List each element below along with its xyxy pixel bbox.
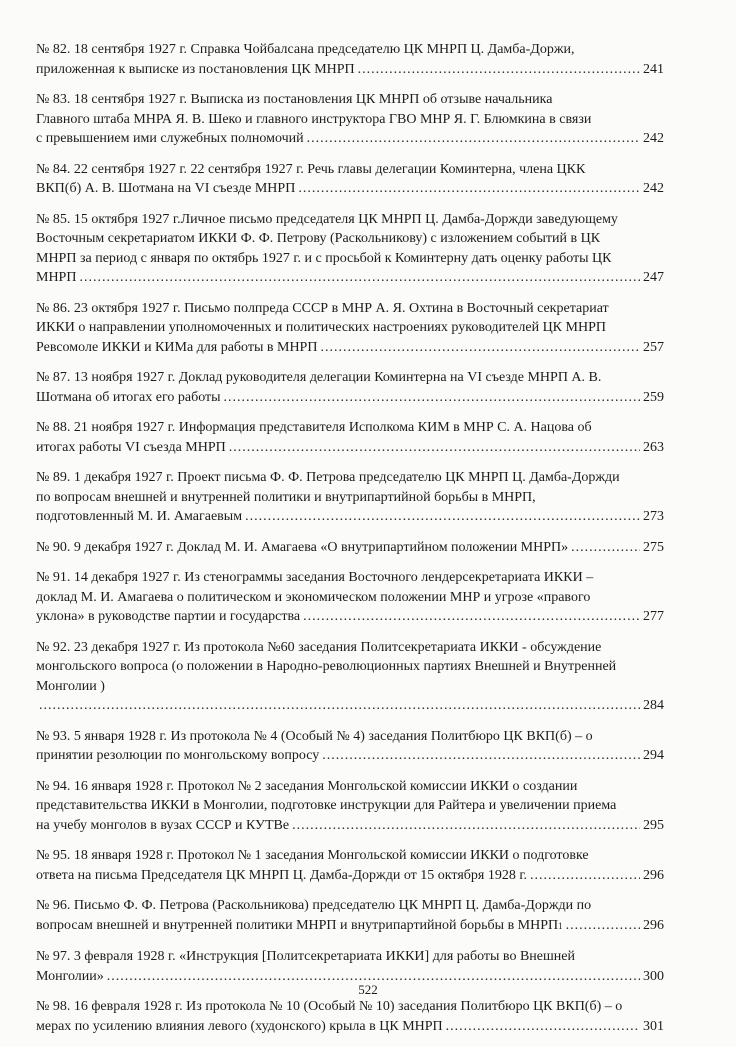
toc-entry-last-line <box>36 129 664 149</box>
toc-entry-title-end: принятии резолюции по монгольскому вопросу <box>36 748 320 763</box>
toc-entry-page: 300 <box>643 968 664 984</box>
toc-entry-line: Монголии ) <box>36 678 105 694</box>
toc-entry-title-end: с превышением ими служебных полномочий <box>36 131 304 146</box>
dot-leader <box>322 746 640 766</box>
toc-entry <box>36 40 664 79</box>
toc-entry-title-end: Монголии» <box>36 968 104 984</box>
toc-entry-line: № 89. 1 декабря 1927 г. Проект письма Ф. Ф. Петрова председателю ЦК МНРП Ц. Дамба-Доржди <box>36 470 620 485</box>
toc-entry-title-end: приложенная к выписке из постановления ЦК МНРП <box>36 61 355 77</box>
dot-leader <box>298 179 640 199</box>
toc-entry-page: 263 <box>643 439 664 455</box>
toc-entry <box>36 210 664 288</box>
toc-entry-page: 296 <box>643 867 664 883</box>
toc-entry-line: № 85. 15 октября 1927 г.Личное письмо председателя ЦК МНРП Ц. Дамба-Доржди заведующему <box>36 211 618 227</box>
toc-entry-line: № 84. 22 сентября 1927 г. 22 сентября 1927 г. Речь главы делегации Коминтерна, члена ЦКК <box>36 161 586 177</box>
toc-entry-page: 277 <box>643 609 664 624</box>
dot-leader <box>229 438 640 458</box>
toc-entry-page: 259 <box>643 389 664 405</box>
toc-entry-page: 301 <box>643 1018 664 1034</box>
toc-entry <box>36 777 664 836</box>
toc-entry-line: № 87. 13 ноября 1927 г. Доклад руководителя делегации Коминтерна на VI съезде МНРП А. В. <box>36 370 602 385</box>
toc-entry-title-end: МНРП <box>36 270 77 285</box>
toc-entry-page: 275 <box>643 539 664 555</box>
toc-entry <box>36 638 664 716</box>
toc-entry-title-end: подготовленный М. И. Амагаевым <box>36 509 243 524</box>
toc-entry-line: № 93. 5 января 1928 г. Из протокола № 4 (Особый № 4) заседания Политбюро ЦК ВКП(б) – о <box>36 728 593 744</box>
dot-leader <box>303 607 640 627</box>
toc-entry-page: 296 <box>643 917 664 933</box>
toc-entry-last-line <box>36 916 664 937</box>
toc-entry <box>36 538 664 558</box>
toc-entry-last-line <box>36 438 664 458</box>
toc-entry-line: МНРП за период с января по октябрь 1927 г. и с просьбой к Коминтерну дать оценку работы ЦК <box>36 250 612 266</box>
toc-entry-title-end: № 90. 9 декабря 1927 г. Доклад М. И. Амагаева «О внутрипартийном положении МНРП» <box>36 539 569 555</box>
toc-entry-last-line <box>36 607 664 627</box>
toc-entry-page: 247 <box>643 270 664 285</box>
toc-entry-line: № 91. 14 декабря 1927 г. Из стенограммы заседания Восточного лендерсекретариата ИККИ – <box>36 570 594 585</box>
dot-leader <box>571 538 640 558</box>
toc-entry-page: 241 <box>643 61 664 77</box>
dot-leader <box>530 866 640 886</box>
toc-entry-line: № 82. 18 сентября 1927 г. Справка Чойбалсана председателю ЦК МНРП Ц. Дамба-Доржи, <box>36 42 575 57</box>
dot-leader <box>79 268 640 288</box>
dot-leader <box>245 507 640 527</box>
toc-entry-last-line <box>36 866 664 886</box>
toc-entry <box>36 568 664 627</box>
toc-entry-line: монгольского вопроса (о положении в Народно-революционных партиях Внешней и Внутренней <box>36 659 617 674</box>
toc-entry-last-line <box>36 538 664 558</box>
toc-entry-line: № 95. 18 января 1928 г. Протокол № 1 заседания Монгольской комиссии ИККИ о подготовке <box>36 848 589 863</box>
toc-entry-title-end: итогах работы VI съезда МНРП <box>36 439 226 455</box>
toc-entry-last-line <box>36 1017 664 1037</box>
toc-entry <box>36 418 664 457</box>
toc-entry-last-line <box>36 268 664 288</box>
toc-entry-page: 295 <box>643 817 664 833</box>
toc-entry-page: 242 <box>643 131 664 146</box>
toc-entry-line: № 96. Письмо Ф. Ф. Петрова (Раскольникова) председателю ЦК МНРП Ц. Дамба-Доржди по <box>36 898 592 913</box>
toc-entry-last-line <box>36 816 664 836</box>
dot-leader <box>566 916 640 936</box>
toc-entry-line: № 92. 23 декабря 1927 г. Из протокола №60 заседания Политсекретариата ИККИ - обсуждение <box>36 639 602 655</box>
toc-entry-title-end: ВКП(б) А. В. Шотмана на VI съезде МНРП <box>36 181 296 196</box>
toc-entry-line: Восточным секретариатом ИККИ Ф. Ф. Петрову (Раскольникову) с изложением событий в ЦК <box>36 231 601 246</box>
toc-entry-line: представительства ИККИ в Монголии, подготовке инструкции для Райтера и увеличении приема <box>36 798 617 813</box>
toc-entry <box>36 468 664 527</box>
toc-entry-line: № 97. 3 февраля 1928 г. «Инструкция [Политсекретариата ИККИ] для работы во Внешней <box>36 949 575 964</box>
toc-entry-last-line <box>36 338 664 358</box>
footnote-marker: 1 <box>558 920 563 931</box>
toc-entry-line: № 88. 21 ноября 1927 г. Информация представителя Исполкома КИМ в МНР С. А. Нацова об <box>36 420 592 435</box>
toc-entry <box>36 160 664 199</box>
toc-entry-line: № 83. 18 сентября 1927 г. Выписка из постановления ЦК МНРП об отзыве начальника <box>36 92 553 107</box>
toc-entry-title-end: уклона» в руководстве партии и государства <box>36 609 301 624</box>
dot-leader <box>307 129 640 149</box>
toc-entry <box>36 727 664 766</box>
toc-entry-line: ИККИ о направлении уполномоченных и политических настроениях руководителей ЦК МНРП <box>36 320 606 335</box>
toc-entry-title-end: Шотмана об итогах его работы <box>36 389 221 405</box>
toc-entry-last-line <box>36 388 664 408</box>
toc-entry-page: 273 <box>643 509 664 524</box>
toc-entry-line: доклад М. И. Амагаева о политическом и экономическом положении МНР и угрозе «правого <box>36 589 591 605</box>
toc-entry-title-end: ответа на письма Председателя ЦК МНРП Ц. Дамба-Доржди от 15 октября 1928 г. <box>36 867 527 883</box>
toc-entry-last-line <box>36 746 664 766</box>
toc-entry-line: № 94. 16 января 1928 г. Протокол № 2 заседания Монгольской комиссии ИККИ о создании <box>36 778 578 794</box>
dot-leader <box>320 338 640 358</box>
dot-leader <box>446 1017 640 1037</box>
toc-entry-title-end: мерах по усилению влияния левого (худонского) крыла в ЦК МНРП <box>36 1018 443 1034</box>
toc-entry-last-line <box>36 507 664 527</box>
page-number: 522 <box>358 982 378 997</box>
toc-entry-title-end: Ревсомоле ИККИ и КИМа для работы в МНРП <box>36 339 318 355</box>
dot-leader <box>292 816 640 836</box>
dot-leader <box>224 388 640 408</box>
toc-entry <box>36 947 664 986</box>
toc-entry-title-end: на учебу монголов в вузах СССР и КУТВе <box>36 817 290 833</box>
toc-entry-title-end: вопросам внешней и внутренней политики МНРП и внутрипартийной борьбы в МНРП <box>36 917 559 933</box>
toc-entry-last-line <box>36 179 664 199</box>
toc-entry <box>36 90 664 149</box>
toc-entry-last-line <box>36 696 664 716</box>
toc-entry-last-line <box>36 60 664 80</box>
toc-entry-line: по вопросам внешней и внутренней политики и внутрипартийной борьбы в МНРП, <box>36 489 536 505</box>
toc-entry-line: № 98. 16 февраля 1928 г. Из протокола № 10 (Особый № 10) заседания Политбюро ЦК ВКП(б) – о <box>36 999 623 1014</box>
toc-entry-line: Главного штаба МНРА Я. В. Шеко и главного инструктора ГВО МНР Я. Г. Блюмкина в связи <box>36 111 592 127</box>
toc-entry <box>36 896 664 936</box>
toc-entry-page: 242 <box>643 181 664 196</box>
dot-leader <box>39 696 640 716</box>
toc-entry-line: № 86. 23 октября 1927 г. Письмо полпреда СССР в МНР А. Я. Охтина в Восточный секретариат <box>36 300 609 316</box>
toc-entry-page: 284 <box>643 698 664 713</box>
toc-entry-page: 257 <box>643 339 664 355</box>
dot-leader <box>358 60 640 80</box>
toc-entry <box>36 997 664 1036</box>
toc-entry-page: 294 <box>643 748 664 763</box>
table-of-contents <box>36 40 664 1047</box>
toc-entry <box>36 368 664 407</box>
toc-entry <box>36 299 664 358</box>
toc-entry <box>36 846 664 885</box>
